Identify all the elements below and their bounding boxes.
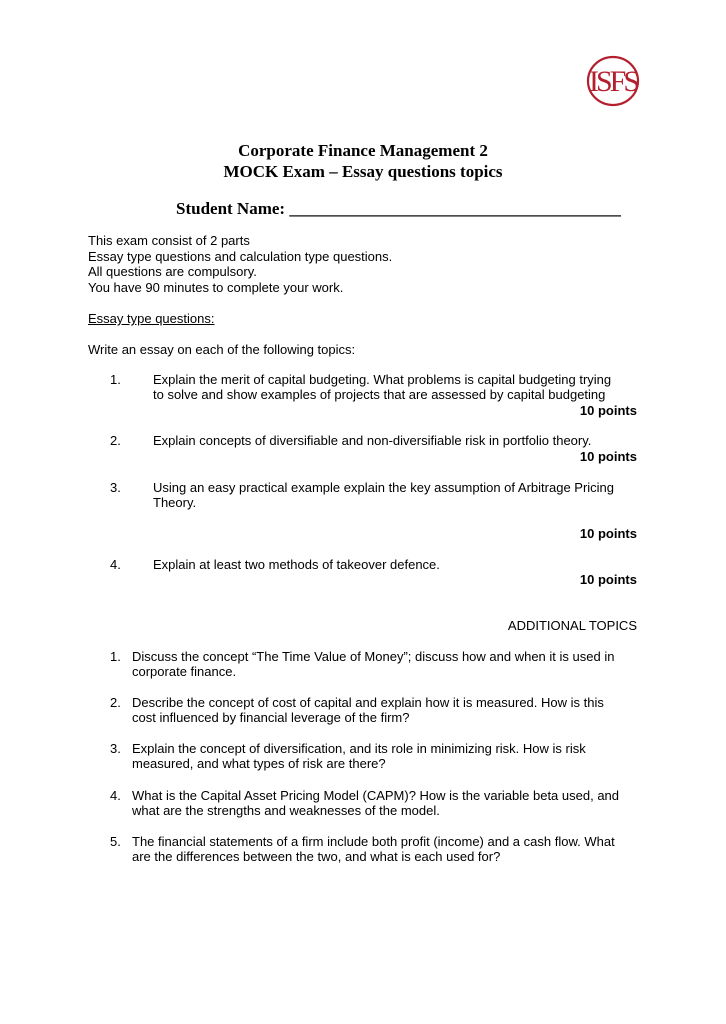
essay-lead: Write an essay on each of the following topics: — [88, 342, 356, 357]
question-text: Explain at least two methods of takeover defence. — [153, 557, 440, 572]
topic-text: cost influenced by financial leverage of the firm? — [132, 710, 410, 725]
isfs-logo-icon — [584, 55, 642, 107]
page-title: Corporate Finance Management 2 — [238, 141, 488, 160]
topic-number: 5. — [110, 834, 121, 849]
intro-line: All questions are compulsory. — [88, 264, 257, 279]
topic-number: 3. — [110, 741, 121, 756]
intro-text — [88, 233, 392, 295]
student-name-field — [176, 198, 621, 220]
question-number: 2. — [110, 433, 121, 448]
intro-line: You have 90 minutes to complete your work. — [88, 279, 344, 295]
question-text: Theory. — [153, 495, 197, 510]
essay-heading: Essay type questions: — [88, 311, 215, 326]
question-points: 10 points — [579, 403, 637, 418]
topic-text: The financial statements of a firm include both profit (income) and a cash flow. What — [132, 834, 615, 849]
topic-text: Describe the concept of cost of capital and explain how it is measured. How is this — [132, 695, 604, 710]
topic-text: measured, and what types of risk are there? — [132, 756, 386, 771]
question-text: Using an easy practical example explain the key assumption of Arbitrage Pricing — [153, 480, 615, 495]
question-text: to solve and show examples of projects that are assessed by capital budgeting — [153, 387, 606, 402]
topic-number: 2. — [110, 695, 121, 710]
topic-text: Discuss the concept “The Time Value of Money”; discuss how and when it is used in — [132, 649, 615, 664]
question-text: Explain the merit of capital budgeting. What problems is capital budgeting trying — [153, 372, 612, 387]
intro-line: Essay type questions and calculation type questions. — [88, 248, 393, 264]
additional-topics-heading: ADDITIONAL TOPICS — [507, 618, 637, 633]
student-name-label: Student Name: — [176, 199, 286, 218]
topic-text: are the differences between the two, and what is each used for? — [132, 849, 501, 864]
question-number: 4. — [110, 557, 121, 572]
question-number: 1. — [110, 372, 121, 387]
topic-number: 4. — [110, 788, 121, 803]
topic-text: Explain the concept of diversification, and its role in minimizing risk. How is risk — [132, 741, 586, 756]
question-text: Explain concepts of diversifiable and non-diversifiable risk in portfolio theory. — [153, 433, 592, 448]
question-number: 3. — [110, 480, 121, 495]
question-points: 10 points — [579, 572, 637, 587]
topic-text: corporate finance. — [132, 664, 237, 679]
question-points: 10 points — [579, 526, 637, 541]
student-name-blank: _______________________________________ — [289, 199, 621, 218]
page-subtitle: MOCK Exam – Essay questions topics — [223, 162, 503, 181]
topic-number: 1. — [110, 649, 121, 664]
svg-text:ISFS: ISFS — [588, 65, 638, 98]
intro-line: This exam consist of 2 parts — [88, 233, 250, 248]
topic-text: What is the Capital Asset Pricing Model (CAPM)? How is the variable beta used, and — [132, 788, 620, 803]
question-points: 10 points — [579, 449, 637, 464]
topic-text: what are the strengths and weaknesses of the model. — [132, 803, 440, 818]
